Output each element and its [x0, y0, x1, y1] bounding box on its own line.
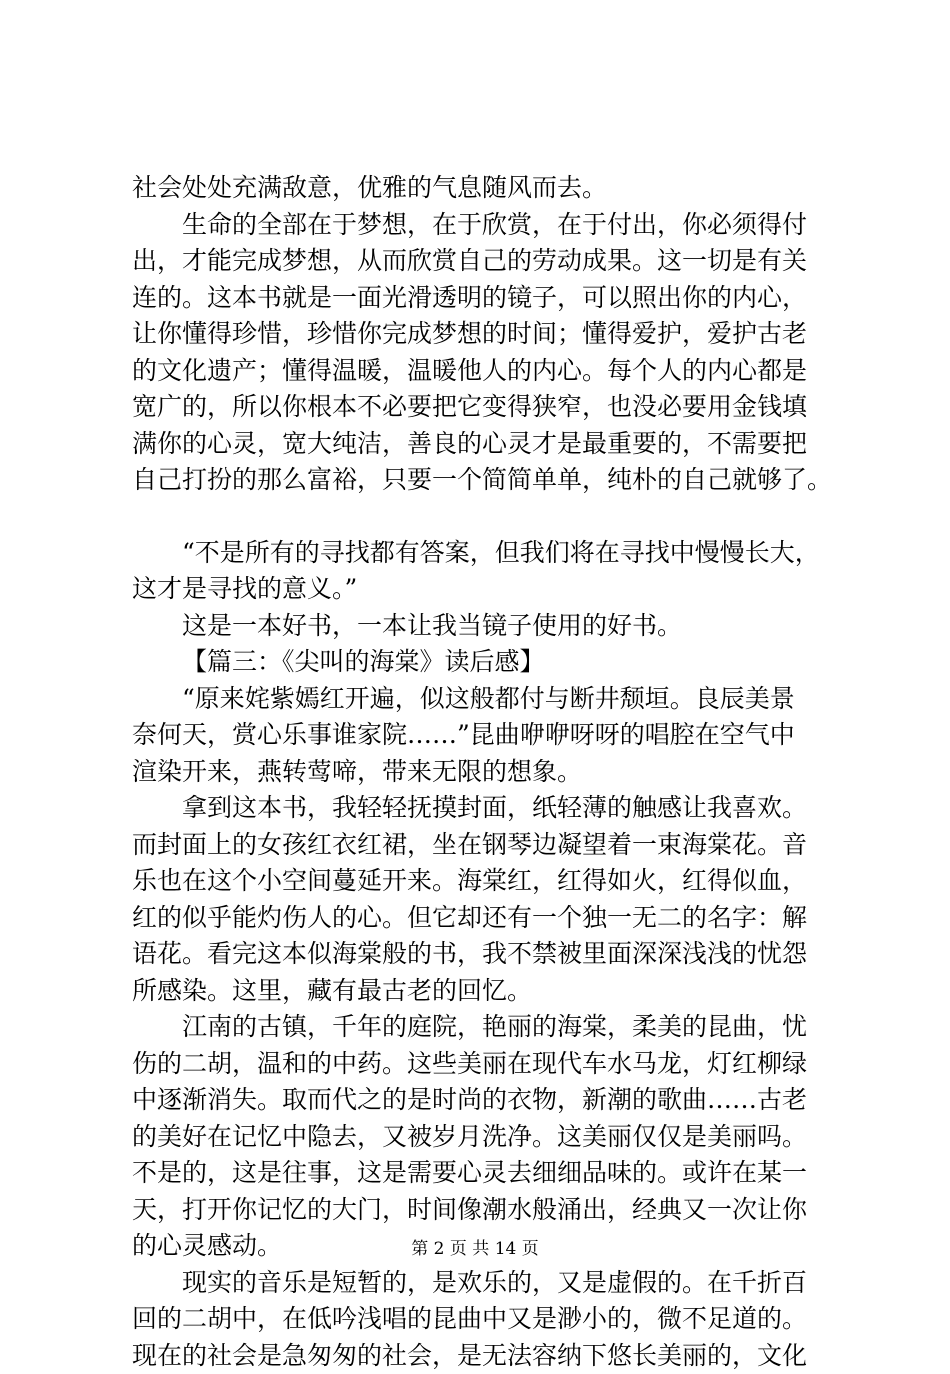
- text-line: 这是一本好书，一本让我当镜子使用的好书。: [132, 608, 832, 645]
- page-number-footer: 第 2 页 共 14 页: [0, 1238, 950, 1260]
- paragraph-gap: [132, 499, 832, 535]
- text-line: 天，打开你记忆的大门，时间像潮水般涌出，经典又一次让你: [132, 1192, 832, 1229]
- text-line: 回的二胡中，在低吟浅唱的昆曲中又是渺小的，微不足道的。: [132, 1301, 832, 1338]
- text-line: 奈何天，赏心乐事谁家院……”昆曲咿咿呀呀的唱腔在空气中: [132, 717, 832, 754]
- text-line: 的美好在记忆中隐去，又被岁月洗净。这美丽仅仅是美丽吗。: [132, 1119, 832, 1156]
- text-line: 现在的社会是急匆匆的社会，是无法容纳下悠长美丽的，文化: [132, 1338, 832, 1374]
- text-line: 社会处处充满敌意，优雅的气息随风而去。: [132, 170, 832, 207]
- text-line: 出，才能完成梦想，从而欣赏自己的劳动成果。这一切是有关: [132, 243, 832, 280]
- text-line: 自己打扮的那么富裕，只要一个简简单单，纯朴的自己就够了。: [132, 462, 832, 499]
- text-line: 生命的全部在于梦想，在于欣赏，在于付出，你必须得付: [132, 207, 832, 244]
- text-line: 语花。看完这本似海棠般的书，我不禁被里面深深浅浅的忧怨: [132, 936, 832, 973]
- text-line: 乐也在这个小空间蔓延开来。海棠红，红得如火，红得似血，: [132, 863, 832, 900]
- text-line: 红的似乎能灼伤人的心。但它却还有一个独一无二的名字：解: [132, 900, 832, 937]
- section-heading: 【篇三：《尖叫的海棠》读后感】: [132, 644, 832, 681]
- quote-line: 这才是寻找的意义。”: [132, 571, 832, 608]
- text-line: “原来姹紫嫣红开遍，似这般都付与断井颓垣。良辰美景: [132, 681, 832, 718]
- text-line: 江南的古镇，千年的庭院，艳丽的海棠，柔美的昆曲，忧: [132, 1009, 832, 1046]
- quote-line: “不是所有的寻找都有答案，但我们将在寻找中慢慢长大，: [132, 535, 832, 572]
- text-line: 现实的音乐是短暂的，是欢乐的，又是虚假的。在千折百: [132, 1265, 832, 1302]
- text-line: 连的。这本书就是一面光滑透明的镜子，可以照出你的内心，: [132, 280, 832, 317]
- text-line: 让你懂得珍惜，珍惜你完成梦想的时间；懂得爱护，爱护古老: [132, 316, 832, 353]
- text-line: 拿到这本书，我轻轻抚摸封面，纸轻薄的触感让我喜欢。: [132, 790, 832, 827]
- text-line: 所感染。这里，藏有最古老的回忆。: [132, 973, 832, 1010]
- text-line: 宽广的，所以你根本不必要把它变得狭窄，也没必要用金钱填: [132, 389, 832, 426]
- text-line: 渲染开来，燕转莺啼，带来无限的想象。: [132, 754, 832, 791]
- text-line: 中逐渐消失。取而代之的是时尚的衣物，新潮的歌曲……古老: [132, 1082, 832, 1119]
- text-line: 不是的，这是往事，这是需要心灵去细细品味的。或许在某一: [132, 1155, 832, 1192]
- text-line: 满你的心灵，宽大纯洁，善良的心灵才是最重要的，不需要把: [132, 426, 832, 463]
- text-line: 而封面上的女孩红衣红裙，坐在钢琴边凝望着一束海棠花。音: [132, 827, 832, 864]
- text-line: 的心灵感动。: [132, 1228, 832, 1265]
- text-line: 伤的二胡，温和的中药。这些美丽在现代车水马龙，灯红柳绿: [132, 1046, 832, 1083]
- document-body: [132, 170, 832, 1374]
- text-line: 的文化遗产；懂得温暖，温暖他人的内心。每个人的内心都是: [132, 353, 832, 390]
